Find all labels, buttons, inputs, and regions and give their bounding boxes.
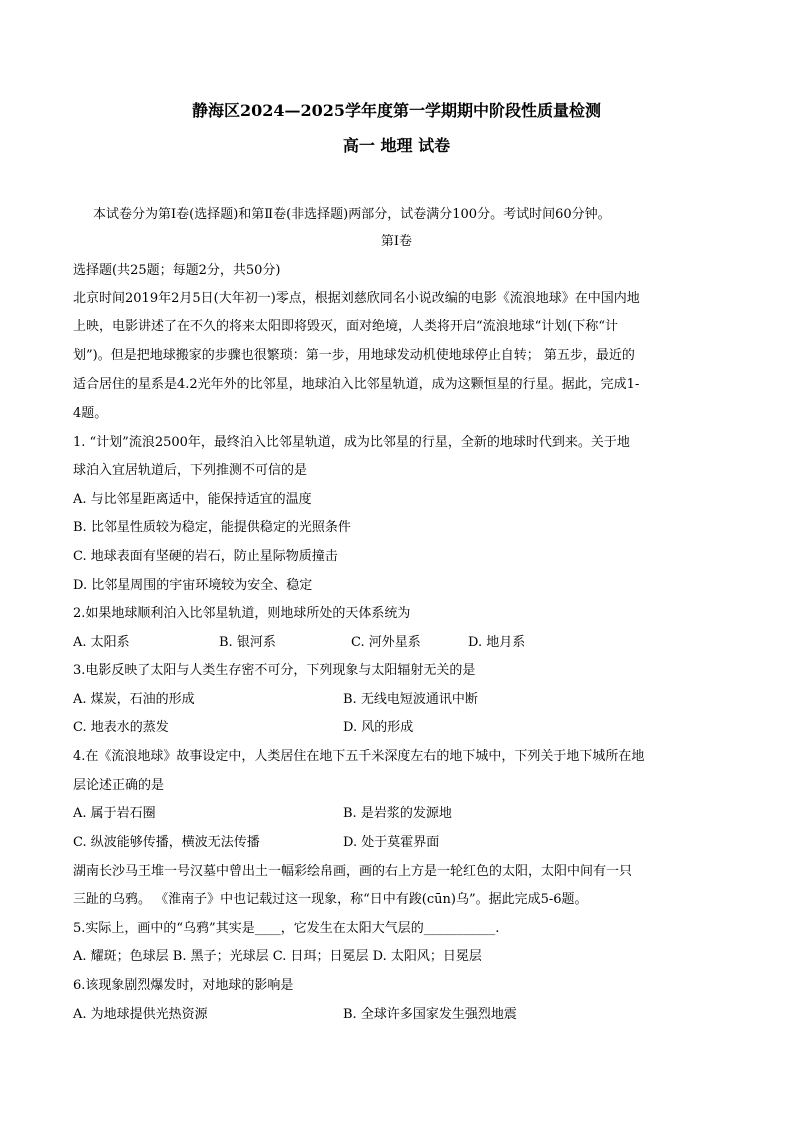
question-1-stem: 1. “计划”流浪2500年，最终泊入比邻星轨道，成为比邻星的行星，全新的地球时代到来。关于地	[73, 435, 630, 450]
question-5-stem: 5.实际上，画中的“乌鸦”其实是____，它发生在太阳大气层的___________.	[73, 921, 500, 936]
exam-title: 静海区2024—2025学年度第一学期期中阶段性质量检测	[191, 101, 602, 120]
question-4-option-a: A. 属于岩石圈	[73, 806, 156, 821]
question-4-option-d: D. 处于莫霍界面	[343, 835, 440, 850]
question-2-option-a: A. 太阳系	[73, 635, 130, 650]
question-2-stem: 2.如果地球顺利泊入比邻星轨道，则地球所处的天体系统为	[73, 606, 411, 621]
passage1-line: 划”)。但是把地球搬家的步骤也很繁琐：第一步，用地球发动机使地球停止自转； 第五步，最近的	[73, 348, 635, 363]
question-3-option-d: D. 风的形成	[343, 720, 414, 735]
passage1-line: 4题。	[73, 406, 108, 421]
question-6-option-b: B. 全球许多国家发生强烈地震	[343, 1007, 517, 1022]
question-2-option-c: C. 河外星系	[351, 635, 421, 650]
question-3-option-a: A. 煤炭，石油的形成	[73, 692, 195, 707]
passage1-line: 北京时间2019年2月5日(大年初一)零点，根据刘慈欣同名小说改编的电影《流浪地球》在中国内地	[73, 291, 640, 306]
question-3-option-c: C. 地表水的蒸发	[73, 720, 169, 735]
question-1-option-a: A. 与比邻星距离适中，能保持适宜的温度	[73, 492, 312, 507]
question-5-options: A. 耀斑；色球层 B. 黑子；光球层 C. 日珥；日冕层 D. 太阳风；日冕层	[73, 949, 482, 964]
passage2-line: 三趾的乌鸦。 《淮南子》中也记载过这一现象，称“日中有踆(cūn)乌”。据此完成5-6题。	[73, 892, 588, 907]
question-6-stem: 6.该现象剧烈爆发时，对地球的影响是	[73, 978, 294, 993]
question-1-option-d: D. 比邻星周围的宇宙环境较为安全、稳定	[73, 578, 313, 593]
question-1-option-c: C. 地球表面有坚硬的岩石，防止星际物质撞击	[73, 549, 338, 564]
passage1-line: 上映，电影讲述了在不久的将来太阳即将毁灭，面对绝境，人类将开启“流浪地球“计划(下称“计	[73, 319, 619, 334]
question-6-option-a: A. 为地球提供光热资源	[73, 1007, 208, 1022]
passage2-line: 湖南长沙马王堆一号汉墓中曾出土一幅彩绘帛画，画的右上方是一轮红色的太阳，太阳中间有一只	[73, 864, 633, 879]
question-1-stem: 球泊入宜居轨道后，下列推测不可信的是	[73, 463, 308, 478]
question-3-stem: 3.电影反映了太阳与人类生存密不可分，下列现象与太阳辐射无关的是	[73, 663, 476, 678]
question-4-stem: 4.在《流浪地球》故事设定中，人类居住在地下五千米深度左右的地下城中，下列关于地下城所在地	[73, 749, 645, 764]
exam-subtitle: 高一 地理 试卷	[342, 136, 451, 155]
question-1-option-b: B. 比邻星性质较为稳定，能提供稳定的光照条件	[73, 520, 351, 535]
question-4-stem: 层论述正确的是	[73, 778, 165, 793]
passage1-line: 适合居住的星系是4.2光年外的比邻星，地球泊入比邻星轨道，成为这颗恒星的行星。据此，完成1-	[73, 377, 640, 392]
question-2-option-d: D. 地月系	[468, 635, 526, 650]
exam-intro: 本试卷分为第Ⅰ卷(选择题)和第Ⅱ卷(非选择题)两部分，试卷满分100分。考试时间60分钟。	[93, 207, 611, 222]
question-2-option-b: B. 银河系	[219, 635, 276, 650]
question-4-option-b: B. 是岩浆的发源地	[343, 806, 452, 821]
question-3-option-b: B. 无线电短波通讯中断	[343, 692, 478, 707]
section-title: 第Ⅰ卷	[380, 234, 413, 249]
question-4-option-c: C. 纵波能够传播，横波无法传播	[73, 835, 260, 850]
section-instructions: 选择题(共25题；每题2分，共50分)	[73, 263, 281, 278]
